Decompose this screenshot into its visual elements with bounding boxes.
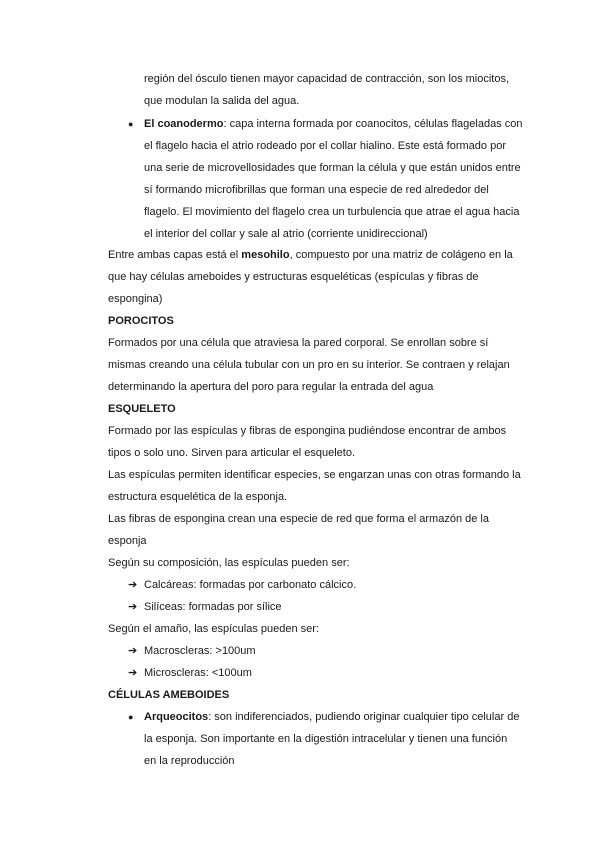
text-line: que hay células ameboides y estructuras esqueléticas (espículas y fibras de: [108, 271, 479, 283]
text-line: Según su composición, las espículas pueden ser:: [108, 557, 350, 569]
text-line: Formados por una célula que atraviesa la pared corporal. Se enrollan sobre sí: [108, 337, 489, 349]
text-span: : son indiferenciados, pudiendo originar cualquier tipo celular de: [208, 711, 520, 723]
coanodermo-item: [144, 113, 528, 245]
text-line: flagelo. El movimiento del flagelo crea un turbulencia que atrae el agua hacia: [144, 206, 520, 218]
arqueocitos-item: [144, 706, 528, 772]
mesohilo-paragraph: [108, 244, 528, 310]
text-line: Según el amaño, las espículas pueden ser:: [108, 623, 319, 635]
text-line: espongina): [108, 293, 163, 305]
arrow-icon: ➔: [128, 667, 138, 679]
text-span: , compuesto por una matriz de colágeno en la: [289, 249, 513, 261]
list-item: Silíceas: formadas por sílice: [144, 601, 282, 613]
list-item: Microscleras: <100um: [144, 667, 252, 679]
text-line: el interior del collar y sale al atrio (corriente unidireccional): [144, 228, 428, 240]
text-line: región del ósculo tienen mayor capacidad de contracción, son los miocitos,: [144, 73, 510, 85]
text-line: que modulan la salida del agua.: [144, 95, 300, 107]
text-line: una serie de microvellosidades que forman la célula y que están unidos entre: [144, 162, 521, 174]
section-heading: ESQUELETO: [108, 403, 176, 415]
composition-item: [144, 574, 528, 596]
text-line: Las espículas permiten identificar especies, se engarzan unas con otras formando la: [108, 469, 521, 481]
porocitos-section: [108, 310, 528, 398]
text-span: : capa interna formada por coanocitos, células flageladas con: [223, 118, 523, 130]
composition-item: [144, 596, 528, 618]
text-line: tipos o solo uno. Sirven para articular el esqueleto.: [108, 447, 356, 459]
term-arqueocitos: Arqueocitos: [144, 711, 209, 723]
size-item: [144, 662, 528, 684]
text-line: mismas creando una célula tubular con un pro en su interior. Se contraen y relajan: [108, 359, 510, 371]
size-intro: [108, 618, 528, 640]
bullet-icon: ●: [128, 119, 134, 129]
arrow-icon: ➔: [128, 645, 138, 657]
text-line: sí formando microfibrillas que forman una especie de red alrededor del: [144, 184, 489, 196]
text-line: en la reproducción: [144, 755, 235, 767]
text-line: Las fibras de espongina crean una especie de red que forma el armazón de la: [108, 513, 489, 525]
text-line: determinando la apertura del poro para regular la entrada del agua: [108, 381, 434, 393]
miocitos-paragraph: [144, 68, 528, 112]
text-line: [108, 244, 528, 266]
text-line: el flagelo hacia el atrio rodeado por el collar hialino. Este está formado por: [144, 140, 506, 152]
arrow-icon: ➔: [128, 579, 138, 591]
arrow-icon: ➔: [128, 601, 138, 613]
list-item: Calcáreas: formadas por carbonato cálcico.: [144, 579, 357, 591]
text-line: estructura esquelética de la esponja.: [108, 491, 288, 503]
text-line: la esponja. Son importante en la digestión intracelular y tienen una función: [144, 733, 508, 745]
text-line: [144, 706, 528, 728]
ameboides-section: [108, 684, 528, 706]
bullet-icon: ●: [128, 712, 134, 722]
text-span: Entre ambas capas está el: [108, 249, 242, 261]
size-item: [144, 640, 528, 662]
text-line: [144, 113, 528, 135]
term-coanodermo: El coanodermo: [144, 118, 224, 130]
text-line: esponja: [108, 535, 147, 547]
section-heading: POROCITOS: [108, 315, 174, 327]
term-mesohilo: mesohilo: [241, 249, 290, 261]
section-heading: CÉLULAS AMEBOIDES: [108, 689, 230, 701]
esqueleto-section: [108, 398, 528, 574]
text-line: Formado por las espículas y fibras de espongina pudiéndose encontrar de ambos: [108, 425, 507, 437]
list-item: Macroscleras: >100um: [144, 645, 256, 657]
